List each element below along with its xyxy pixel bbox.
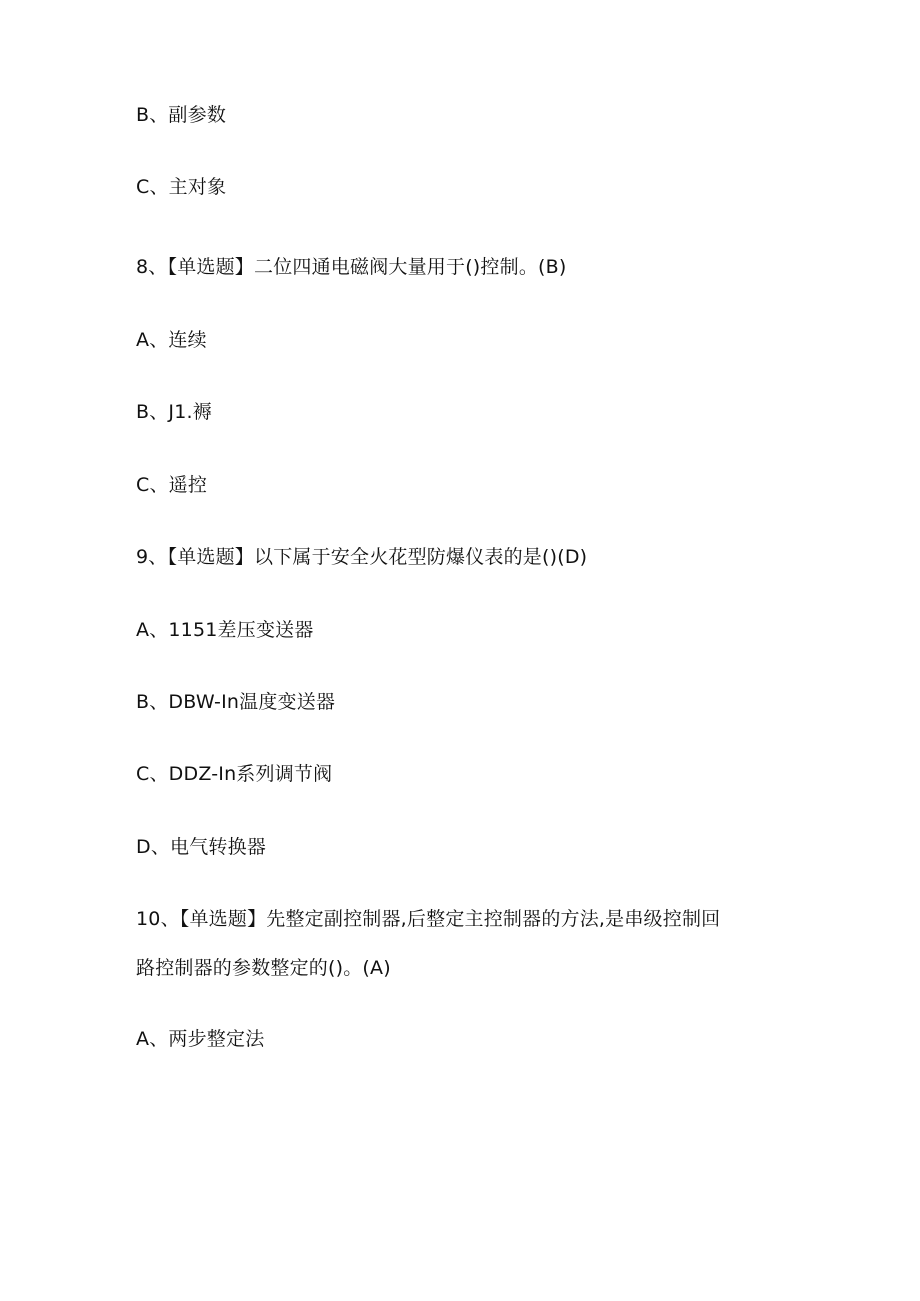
option-c-q9: C、DDZ-In系列调节阀 <box>136 763 333 785</box>
option-b-q8: B、J1.褥 <box>136 401 212 423</box>
option-a-q8: A、连续 <box>136 329 207 351</box>
question-9: 9、【单选题】以下属于安全火花型防爆仪表的是()(D) <box>136 546 588 568</box>
option-b-q7: B、副参数 <box>136 104 227 126</box>
question-10-line-2: 路控制器的参数整定的()。(A) <box>136 957 391 979</box>
option-b-q9: B、DBW-In温度变送器 <box>136 691 336 713</box>
option-c-q7: C、主对象 <box>136 176 227 198</box>
option-a-q10: A、两步整定法 <box>136 1028 265 1050</box>
question-10-line-1: 10、【单选题】先整定副控制器,后整定主控制器的方法,是串级控制回 <box>136 908 721 930</box>
option-d-q9: D、电气转换器 <box>136 836 267 858</box>
option-c-q8: C、遥控 <box>136 474 208 496</box>
question-8: 8、【单选题】二位四通电磁阀大量用于()控制。(B) <box>136 256 567 278</box>
option-a-q9: A、1151差压变送器 <box>136 619 314 641</box>
